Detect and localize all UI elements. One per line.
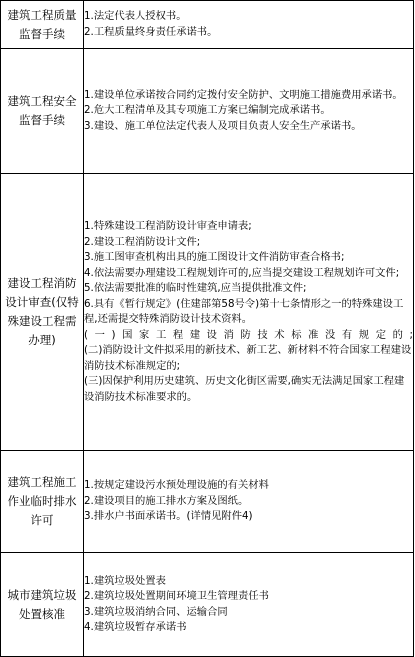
table-row	[1, 451, 414, 553]
row-content-cell	[84, 49, 414, 174]
row-label: 建筑工程安全监督手续	[7, 94, 77, 127]
list-item: 2.工程质量终身责任承诺书。	[84, 25, 218, 38]
row-label: 建设工程消防设计审查(仅特殊建设工程需办理)	[5, 276, 79, 347]
row-label-cell	[1, 553, 84, 657]
list-item: 1.建筑垃圾处置表	[84, 574, 166, 587]
row-label: 建筑工程质量监督手续	[7, 7, 77, 41]
row-label-cell	[1, 1, 84, 49]
row-label-cell	[1, 49, 84, 174]
list-item: 5.依法需要批准的临时性建筑,应当提供批准文件;	[84, 282, 307, 294]
row-label: 城市建筑垃圾处置核准	[7, 587, 77, 621]
row-content-cell	[84, 174, 414, 451]
list-item: 2.危大工程清单及其专项施工方案已编制完成承诺书。	[84, 104, 331, 117]
list-item: 4.建筑垃圾暂存承诺书	[84, 621, 187, 633]
list-item: 1.按规定建设污水预处理设施的有关材料	[84, 479, 269, 492]
list-item: 1.法定代表人授权书。	[84, 10, 187, 22]
list-item: 2.建筑垃圾处置期间环境卫生管理责任书	[84, 590, 269, 602]
list-item: (三)因保护利用历史建筑、历史文化街区需要,确实无法满足国家工程建设消防技术标准要求的。	[84, 375, 405, 403]
list-item: 6.具有《暂行规定》(住建部第58号令)第十七条情形之一的特殊建设工程,还需提交特殊消防设计技术资料。	[84, 297, 404, 325]
list-item: 3.排水户书面承诺书。(详情见附件4)	[84, 510, 253, 523]
list-item: 2.建设工程消防设计文件;	[84, 235, 201, 248]
list-item: 1.特殊建设工程消防设计审查申请表;	[84, 220, 252, 232]
list-item: (一)国家工程建设消防技术标准没有规定的;	[84, 328, 413, 341]
row-label-cell	[1, 451, 84, 553]
table-row	[1, 1, 414, 49]
table-row	[1, 553, 414, 657]
row-content-cell	[84, 451, 414, 553]
row-label-cell	[1, 174, 84, 451]
row-label: 建筑工程施工作业临时排水 许可	[7, 475, 77, 527]
list-item: 2.建设项目的施工排水方案及图纸。	[84, 494, 249, 507]
list-item: 1.建设单位承诺按合同约定拨付安全防护、文明施工措施费用承诺书。	[84, 88, 403, 101]
list-item: 4.依法需要办理建设工程规划许可的,应当提交建设工程规划许可文件;	[84, 266, 400, 279]
list-item: 3.施工图审查机构出具的施工图设计文件消防审查合格书;	[84, 251, 345, 263]
list-item: 3.建设、施工单位法定代表人及项目负责人安全生产承诺书。	[84, 119, 362, 132]
list-item: 3.建筑垃圾消纳合同、运输合同	[84, 605, 228, 618]
list-item: (二)消防设计文件拟采用的新技术、新工艺、新材料不符合国家工程建设消防技术标准规定的;	[84, 344, 412, 372]
row-content-cell	[84, 1, 414, 49]
row-content-cell	[84, 553, 414, 657]
table-row	[1, 174, 414, 451]
table-row	[1, 49, 414, 174]
